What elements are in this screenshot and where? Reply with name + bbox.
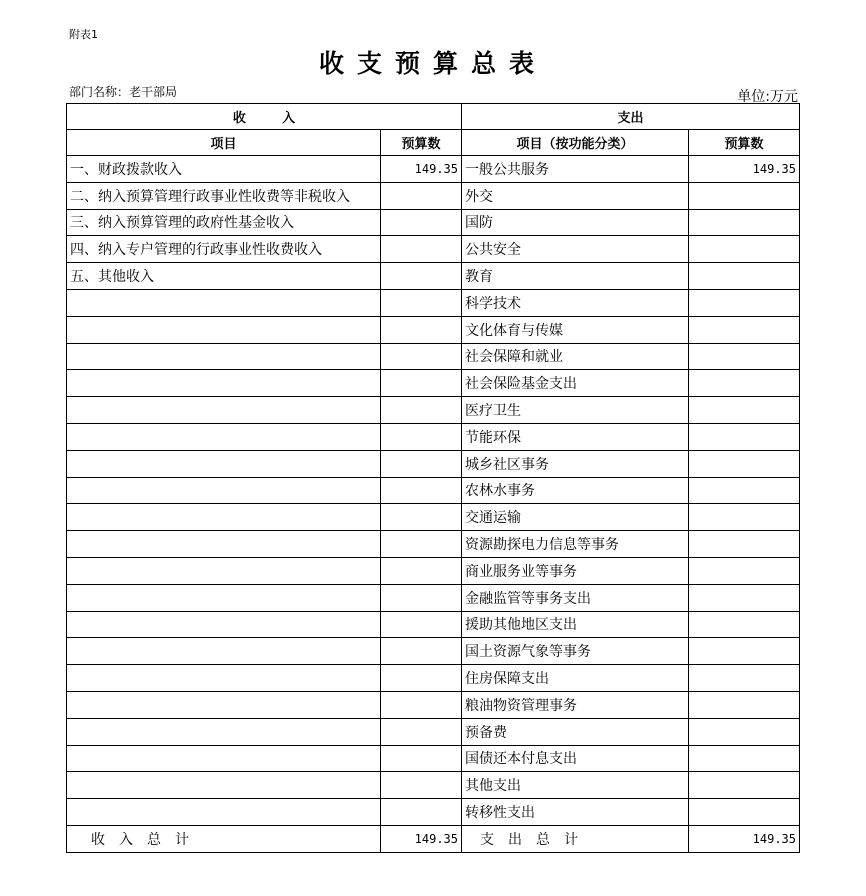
- expense-item-cell: 节能环保: [462, 423, 689, 450]
- income-amount-cell: [381, 611, 462, 638]
- income-item-cell: [67, 397, 381, 424]
- expense-header: 支出: [462, 104, 800, 130]
- income-amount-cell: [381, 236, 462, 263]
- table-row: [67, 370, 800, 397]
- income-item-cell: [67, 504, 381, 531]
- expense-amount-cell: [689, 370, 800, 397]
- table-row: [67, 263, 800, 290]
- expense-item-cell: 医疗卫生: [462, 397, 689, 424]
- expense-item-cell: 资源勘探电力信息等事务: [462, 531, 689, 558]
- expense-amount-cell: [689, 799, 800, 826]
- expense-amount-cell: [689, 343, 800, 370]
- expense-item-cell: 城乡社区事务: [462, 450, 689, 477]
- expense-amount-cell: [689, 236, 800, 263]
- income-header: 收 入: [67, 104, 462, 130]
- income-item-cell: [67, 477, 381, 504]
- income-item-cell: [67, 531, 381, 558]
- income-item-cell: [67, 799, 381, 826]
- income-item-cell: [67, 611, 381, 638]
- table-row: [67, 316, 800, 343]
- table-row: [67, 397, 800, 424]
- expense-amount-cell: [689, 557, 800, 584]
- expense-amount-cell: [689, 316, 800, 343]
- income-amount-cell: [381, 584, 462, 611]
- income-item-cell: 五、其他收入: [67, 263, 381, 290]
- income-item-header: 项目: [67, 130, 381, 156]
- income-amount-cell: [381, 745, 462, 772]
- expense-item-cell: 国防: [462, 209, 689, 236]
- table-row: [67, 745, 800, 772]
- table-row: [67, 531, 800, 558]
- expense-item-cell: 转移性支出: [462, 799, 689, 826]
- income-item-cell: [67, 718, 381, 745]
- expense-amount-cell: [689, 209, 800, 236]
- income-amount-cell: [381, 289, 462, 316]
- table-row: [67, 423, 800, 450]
- expense-item-cell: 社会保障和就业: [462, 343, 689, 370]
- expense-item-cell: 科学技术: [462, 289, 689, 316]
- expense-item-cell: 教育: [462, 263, 689, 290]
- income-amount-cell: [381, 638, 462, 665]
- income-amount-cell: [381, 718, 462, 745]
- expense-amount-cell: [689, 397, 800, 424]
- income-amount-cell: [381, 423, 462, 450]
- income-item-cell: [67, 450, 381, 477]
- expense-amount-cell: [689, 182, 800, 209]
- table-row: [67, 182, 800, 209]
- header-row-2: [67, 130, 800, 156]
- table-row: [67, 584, 800, 611]
- expense-amount-cell: [689, 638, 800, 665]
- income-amount-cell: [381, 477, 462, 504]
- header-row-1: [67, 104, 800, 130]
- income-item-cell: [67, 584, 381, 611]
- income-item-cell: 四、纳入专户管理的行政事业性收费收入: [67, 236, 381, 263]
- income-item-cell: [67, 638, 381, 665]
- expense-item-cell: 农林水事务: [462, 477, 689, 504]
- expense-item-cell: 援助其他地区支出: [462, 611, 689, 638]
- income-amount-cell: [381, 450, 462, 477]
- expense-item-cell: 公共安全: [462, 236, 689, 263]
- expense-amount-cell: [689, 691, 800, 718]
- expense-item-cell: 外交: [462, 182, 689, 209]
- table-row: [67, 638, 800, 665]
- table-row: [67, 665, 800, 692]
- income-item-cell: [67, 289, 381, 316]
- expense-amount-cell: [689, 611, 800, 638]
- expense-amount-cell: [689, 263, 800, 290]
- income-amount-cell: [381, 504, 462, 531]
- income-budget-header: 预算数: [381, 130, 462, 156]
- table-row: [67, 799, 800, 826]
- expense-item-cell: 国土资源气象等事务: [462, 638, 689, 665]
- income-amount-cell: [381, 182, 462, 209]
- income-item-cell: 三、纳入预算管理的政府性基金收入: [67, 209, 381, 236]
- expense-amount-cell: [689, 504, 800, 531]
- income-item-cell: [67, 691, 381, 718]
- expense-item-cell: 文化体育与传媒: [462, 316, 689, 343]
- income-amount-cell: [381, 691, 462, 718]
- income-item-cell: [67, 370, 381, 397]
- income-item-cell: 二、纳入预算管理行政事业性收费等非税收入: [67, 182, 381, 209]
- income-amount-cell: [381, 263, 462, 290]
- income-amount-cell: [381, 316, 462, 343]
- expense-amount-cell: [689, 531, 800, 558]
- expense-item-cell: 交通运输: [462, 504, 689, 531]
- unit-label: 单位:万元: [737, 89, 798, 105]
- income-amount-cell: [381, 665, 462, 692]
- income-total-amount: 149.35: [381, 825, 462, 852]
- expense-item-cell: 住房保障支出: [462, 665, 689, 692]
- expense-item-cell: 一般公共服务: [462, 156, 689, 183]
- expense-amount-cell: [689, 423, 800, 450]
- department-label: 部门名称：老干部局: [69, 85, 178, 99]
- table-row: [67, 718, 800, 745]
- income-item-cell: [67, 343, 381, 370]
- expense-item-cell: 金融监管等事务支出: [462, 584, 689, 611]
- table-row: [67, 209, 800, 236]
- annex-label: 附表1: [69, 28, 98, 41]
- table-row: [67, 289, 800, 316]
- expense-item-header: 项目（按功能分类）: [462, 130, 689, 156]
- income-item-cell: [67, 557, 381, 584]
- expense-amount-cell: 149.35: [689, 156, 800, 183]
- income-amount-cell: [381, 531, 462, 558]
- expense-amount-cell: [689, 665, 800, 692]
- expense-amount-cell: [689, 745, 800, 772]
- expense-item-cell: 国债还本付息支出: [462, 745, 689, 772]
- expense-item-cell: 粮油物资管理事务: [462, 691, 689, 718]
- income-amount-cell: [381, 397, 462, 424]
- income-item-cell: [67, 423, 381, 450]
- expense-total-amount: 149.35: [689, 825, 800, 852]
- expense-item-cell: 预备费: [462, 718, 689, 745]
- expense-item-cell: 商业服务业等事务: [462, 557, 689, 584]
- expense-total-label: 支出总计: [462, 825, 689, 852]
- expense-budget-header: 预算数: [689, 130, 800, 156]
- income-item-cell: [67, 772, 381, 799]
- income-amount-cell: [381, 772, 462, 799]
- income-amount-cell: [381, 557, 462, 584]
- table-row: [67, 772, 800, 799]
- income-item-cell: [67, 665, 381, 692]
- income-amount-cell: 149.35: [381, 156, 462, 183]
- expense-amount-cell: [689, 477, 800, 504]
- table-row: [67, 236, 800, 263]
- income-item-cell: [67, 745, 381, 772]
- expense-amount-cell: [689, 772, 800, 799]
- income-amount-cell: [381, 370, 462, 397]
- income-amount-cell: [381, 343, 462, 370]
- budget-table: [66, 103, 800, 853]
- table-row: [67, 477, 800, 504]
- expense-amount-cell: [689, 289, 800, 316]
- income-total-label: 收入总计: [67, 825, 381, 852]
- expense-item-cell: 社会保险基金支出: [462, 370, 689, 397]
- income-item-cell: [67, 316, 381, 343]
- expense-item-cell: 其他支出: [462, 772, 689, 799]
- table-row: [67, 504, 800, 531]
- table-row: [67, 611, 800, 638]
- table-row: [67, 691, 800, 718]
- expense-amount-cell: [689, 584, 800, 611]
- totals-row: [67, 825, 800, 852]
- page-title: 收支预算总表: [318, 49, 547, 78]
- income-item-cell: 一、财政拨款收入: [67, 156, 381, 183]
- table-row: [67, 343, 800, 370]
- table-row: [67, 156, 800, 183]
- expense-amount-cell: [689, 718, 800, 745]
- table-row: [67, 450, 800, 477]
- expense-amount-cell: [689, 450, 800, 477]
- income-amount-cell: [381, 209, 462, 236]
- income-amount-cell: [381, 799, 462, 826]
- table-row: [67, 557, 800, 584]
